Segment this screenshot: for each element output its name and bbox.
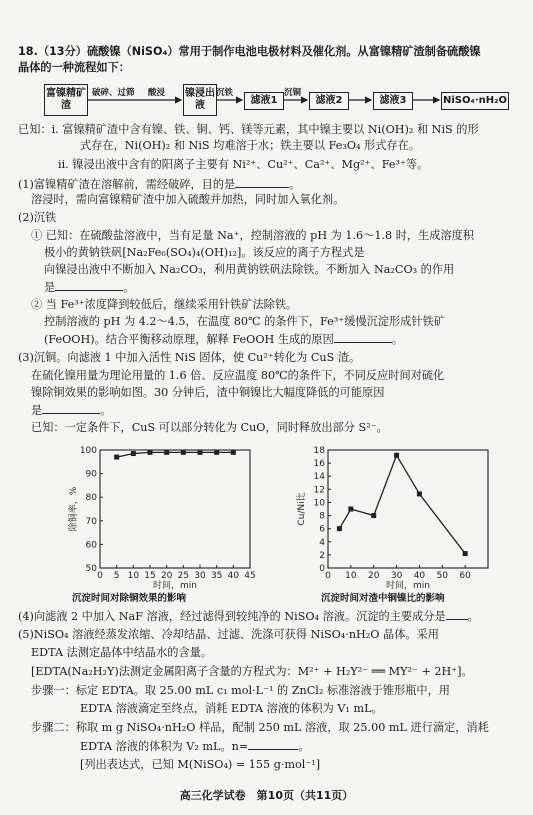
answer-blank[interactable] [446, 608, 468, 620]
series-line [339, 455, 465, 553]
y-tick-label: 16 [313, 459, 325, 470]
part-5: (5)NiSO₄ 溶液经蒸发浓缩、冷却结晶、过滤、洗涤可获得 NiSO₄·nH₂O 晶体。采用 [18, 628, 439, 641]
part-2-1-c: 向镍浸出液中不断加入 Na₂CO₃，利用黄钠铁矾法除铁。不断加入 Na₂CO₃ 的作用 [44, 263, 455, 276]
question-header-cont: 晶体的一种流程如下： [18, 61, 130, 74]
data-point [231, 450, 236, 455]
y-tick-label: 80 [85, 493, 97, 504]
data-point [131, 451, 136, 456]
known-ii: ii. 镍浸出液中含有的阳离子主要有 Ni²⁺、Cu²⁺、Ca²⁺、Mg²⁺、Fe³⁺等。 [58, 158, 429, 171]
answer-blank[interactable] [55, 279, 123, 291]
y-tick-label: 4 [319, 537, 325, 548]
flow-box-leachate: 镍浸出液 [183, 84, 217, 116]
part-2: (2)沉铁 [18, 211, 57, 224]
flow-arrows [0, 0, 533, 130]
x-tick-label: 10 [127, 571, 140, 581]
x-tick-label: 60 [459, 571, 471, 581]
part-3-note: 已知：一定条件下，CuS 可以部分转化为 CuO，同时释放出部分 S²⁻。 [31, 421, 388, 434]
part-2-2-b: 控制溶液的 pH 为 4.2～4.5，在温度 80℃ 的条件下，Fe³⁺缓慢沉淀形成针铁矿 [44, 315, 445, 328]
y-tick-label: 2 [319, 550, 325, 561]
x-axis-label: 时间，min [153, 581, 197, 590]
y-tick-label: 12 [313, 485, 325, 496]
part-3-d: 是 。 [31, 404, 112, 417]
x-tick-label: 40 [227, 571, 240, 581]
y-tick-label: 50 [85, 564, 97, 574]
y-tick-label: 8 [319, 511, 325, 522]
data-point [417, 491, 422, 496]
part-5-equation: [EDTA(Na₂H₂Y)法测定金属阳离子含量的方程式为：M²⁺ + H₂Y²⁻ ══ MY²⁻ + 2H⁺]。 [31, 665, 473, 678]
data-point [198, 450, 203, 455]
data-point [214, 450, 219, 455]
part-2-1-b: 极小的黄钠铁矾[Na₂Fe₆(SO₄)₄(OH)₁₂]。该反应的离子方程式是 [44, 246, 365, 259]
answer-blank[interactable] [42, 402, 100, 414]
x-tick-label: 5 [113, 571, 120, 581]
data-point [148, 450, 153, 455]
part-3-b: 在硫化镍用量为理论用量的 1.6 倍、反应温度 80℃的条件下，不同反应时间对硫化 [31, 369, 445, 382]
x-tick-label: 15 [144, 571, 156, 581]
question-header: 18.（13分）硫酸镍（NiSO₄）常用于制作电池电极材料及催化剂。从富镍精矿渣制备硫酸镍 [18, 45, 481, 58]
x-tick-label: 0 [325, 571, 331, 581]
x-tick-label: 35 [210, 571, 223, 581]
flow-box-filtrate3: 滤液3 [373, 92, 413, 110]
x-tick-label: 20 [367, 571, 380, 581]
y-tick-label: 60 [85, 540, 97, 551]
answer-blank[interactable] [334, 331, 392, 343]
part-1-note: 溶浸时，需向富镍精矿渣中加入硫酸并加热，同时加入氧化剂。 [31, 193, 345, 206]
data-point [337, 526, 342, 531]
y-axis-label: Cu/Ni比 [297, 492, 307, 526]
x-tick-label: 0 [97, 571, 103, 581]
part-5-step1: 步骤一：标定 EDTA。取 25.00 mL c₁ mol·L⁻¹ 的 ZnCl₂ 标准溶液于锥形瓶中，用 [31, 684, 450, 697]
x-tick-label: 25 [177, 571, 190, 581]
y-tick-label: 18 [313, 446, 325, 456]
page-footer: 高三化学试卷 第10页（共11页） [179, 789, 354, 802]
data-point [394, 453, 399, 458]
known-i: 已知：i. 富镍精矿渣中含有镍、铁、铜、钙、镁等元素，其中镍主要以 Ni(OH)₂ 和 NiS 的形 [18, 123, 479, 136]
part-2-2: ② 当 Fe³⁺浓度降到较低后，继续采用针铁矿法除铁。 [31, 298, 298, 311]
x-tick-label: 50 [436, 571, 449, 581]
chart1-caption: 沉淀时间对除铜效果的影响 [72, 593, 187, 604]
x-tick-label: 10 [345, 571, 357, 581]
part-5-step2-b: EDTA 溶液的体积为 V₂ mL。n= 。 [80, 740, 310, 753]
part-5-note: [列出表达式，已知 M(NiSO₄) = 155 g·mol⁻¹] [80, 758, 321, 771]
y-tick-label: 14 [313, 472, 325, 483]
x-axis-label: 时间，min [386, 581, 430, 590]
y-tick-label: 70 [85, 516, 97, 527]
data-point [463, 551, 468, 556]
flow-box-filtrate2: 滤液2 [309, 92, 349, 110]
data-point [348, 507, 353, 512]
part-5-b: EDTA 法测定晶体中结晶水的含量。 [31, 646, 213, 659]
x-tick-label: 30 [390, 571, 403, 581]
x-tick-label: 45 [244, 571, 256, 581]
answer-blank[interactable] [235, 176, 289, 188]
flow-box-filtrate1: 滤液1 [244, 92, 284, 110]
x-tick-label: 20 [160, 571, 173, 581]
part-5-step1-b: EDTA 溶液滴定至终点，消耗 EDTA 溶液的体积为 V₁ mL。 [80, 702, 383, 715]
chart2-caption: 沉淀时间对渣中铜镍比的影响 [321, 593, 445, 604]
y-tick-label: 100 [79, 446, 97, 456]
chart-cu-ni-ratio [290, 440, 515, 590]
y-tick-label: 10 [313, 498, 325, 509]
part-2-1-d: 是 。 [44, 281, 135, 294]
part-1: (1)富镍精矿渣在溶解前，需经破碎，目的是 。 [18, 178, 301, 191]
arrow-label-copper: 沉铜 [284, 88, 302, 98]
flow-box-raw: 富镍精矿渣 [44, 84, 88, 116]
answer-blank[interactable] [248, 738, 298, 750]
known-i-cont: 式存在，Ni(OH)₂ 和 NiS 均难溶于水；铁主要以 Fe₃O₄ 形式存在。 [80, 139, 420, 152]
y-tick-label: 0 [319, 564, 325, 574]
y-axis-label: 除铜率，% [69, 486, 79, 532]
x-tick-label: 40 [413, 571, 426, 581]
part-5-step2: 步骤二：称取 m g NiSO₄·nH₂O 样品，配制 250 mL 溶液，取 25.00 mL 进行滴定，消耗 [31, 721, 489, 734]
part-3-c: 镍除铜效果的影响如图。30 分钟后，渣中铜镍比大幅度降低的可能原因 [31, 386, 385, 399]
data-point [371, 513, 376, 518]
arrow-label-crush: 破碎、过筛 [92, 88, 135, 98]
flow-box-product: NiSO₄·nH₂O [441, 92, 509, 110]
y-tick-label: 90 [85, 469, 97, 480]
data-point [164, 450, 169, 455]
part-2-2-c: (FeOOH)。结合平衡移动原理，解释 FeOOH 生成的原因 。 [44, 333, 403, 346]
x-tick-label: 30 [194, 571, 206, 581]
data-point [181, 450, 186, 455]
part-4: (4)向滤液 2 中加入 NaF 溶液，经过滤得到较纯净的 NiSO₄ 溶液。沉淀的主要成分是 。 [18, 610, 479, 623]
plot-frame [100, 450, 250, 568]
part-2-1: ① 已知：在硫酸盐溶液中，当有足量 Na⁺，控制溶液的 pH 为 1.6～1.8 时，生成溶度积 [31, 229, 475, 242]
part-3: (3)沉铜。向滤液 1 中加入活性 NiS 固体，使 Cu²⁺转化为 CuS 渣。 [18, 351, 361, 364]
arrow-label-iron: 沉铁 [216, 88, 234, 98]
chart-copper-removal [38, 440, 268, 590]
data-point [114, 455, 119, 460]
arrow-label-acid: 酸浸 [148, 88, 166, 98]
y-tick-label: 6 [319, 524, 325, 535]
